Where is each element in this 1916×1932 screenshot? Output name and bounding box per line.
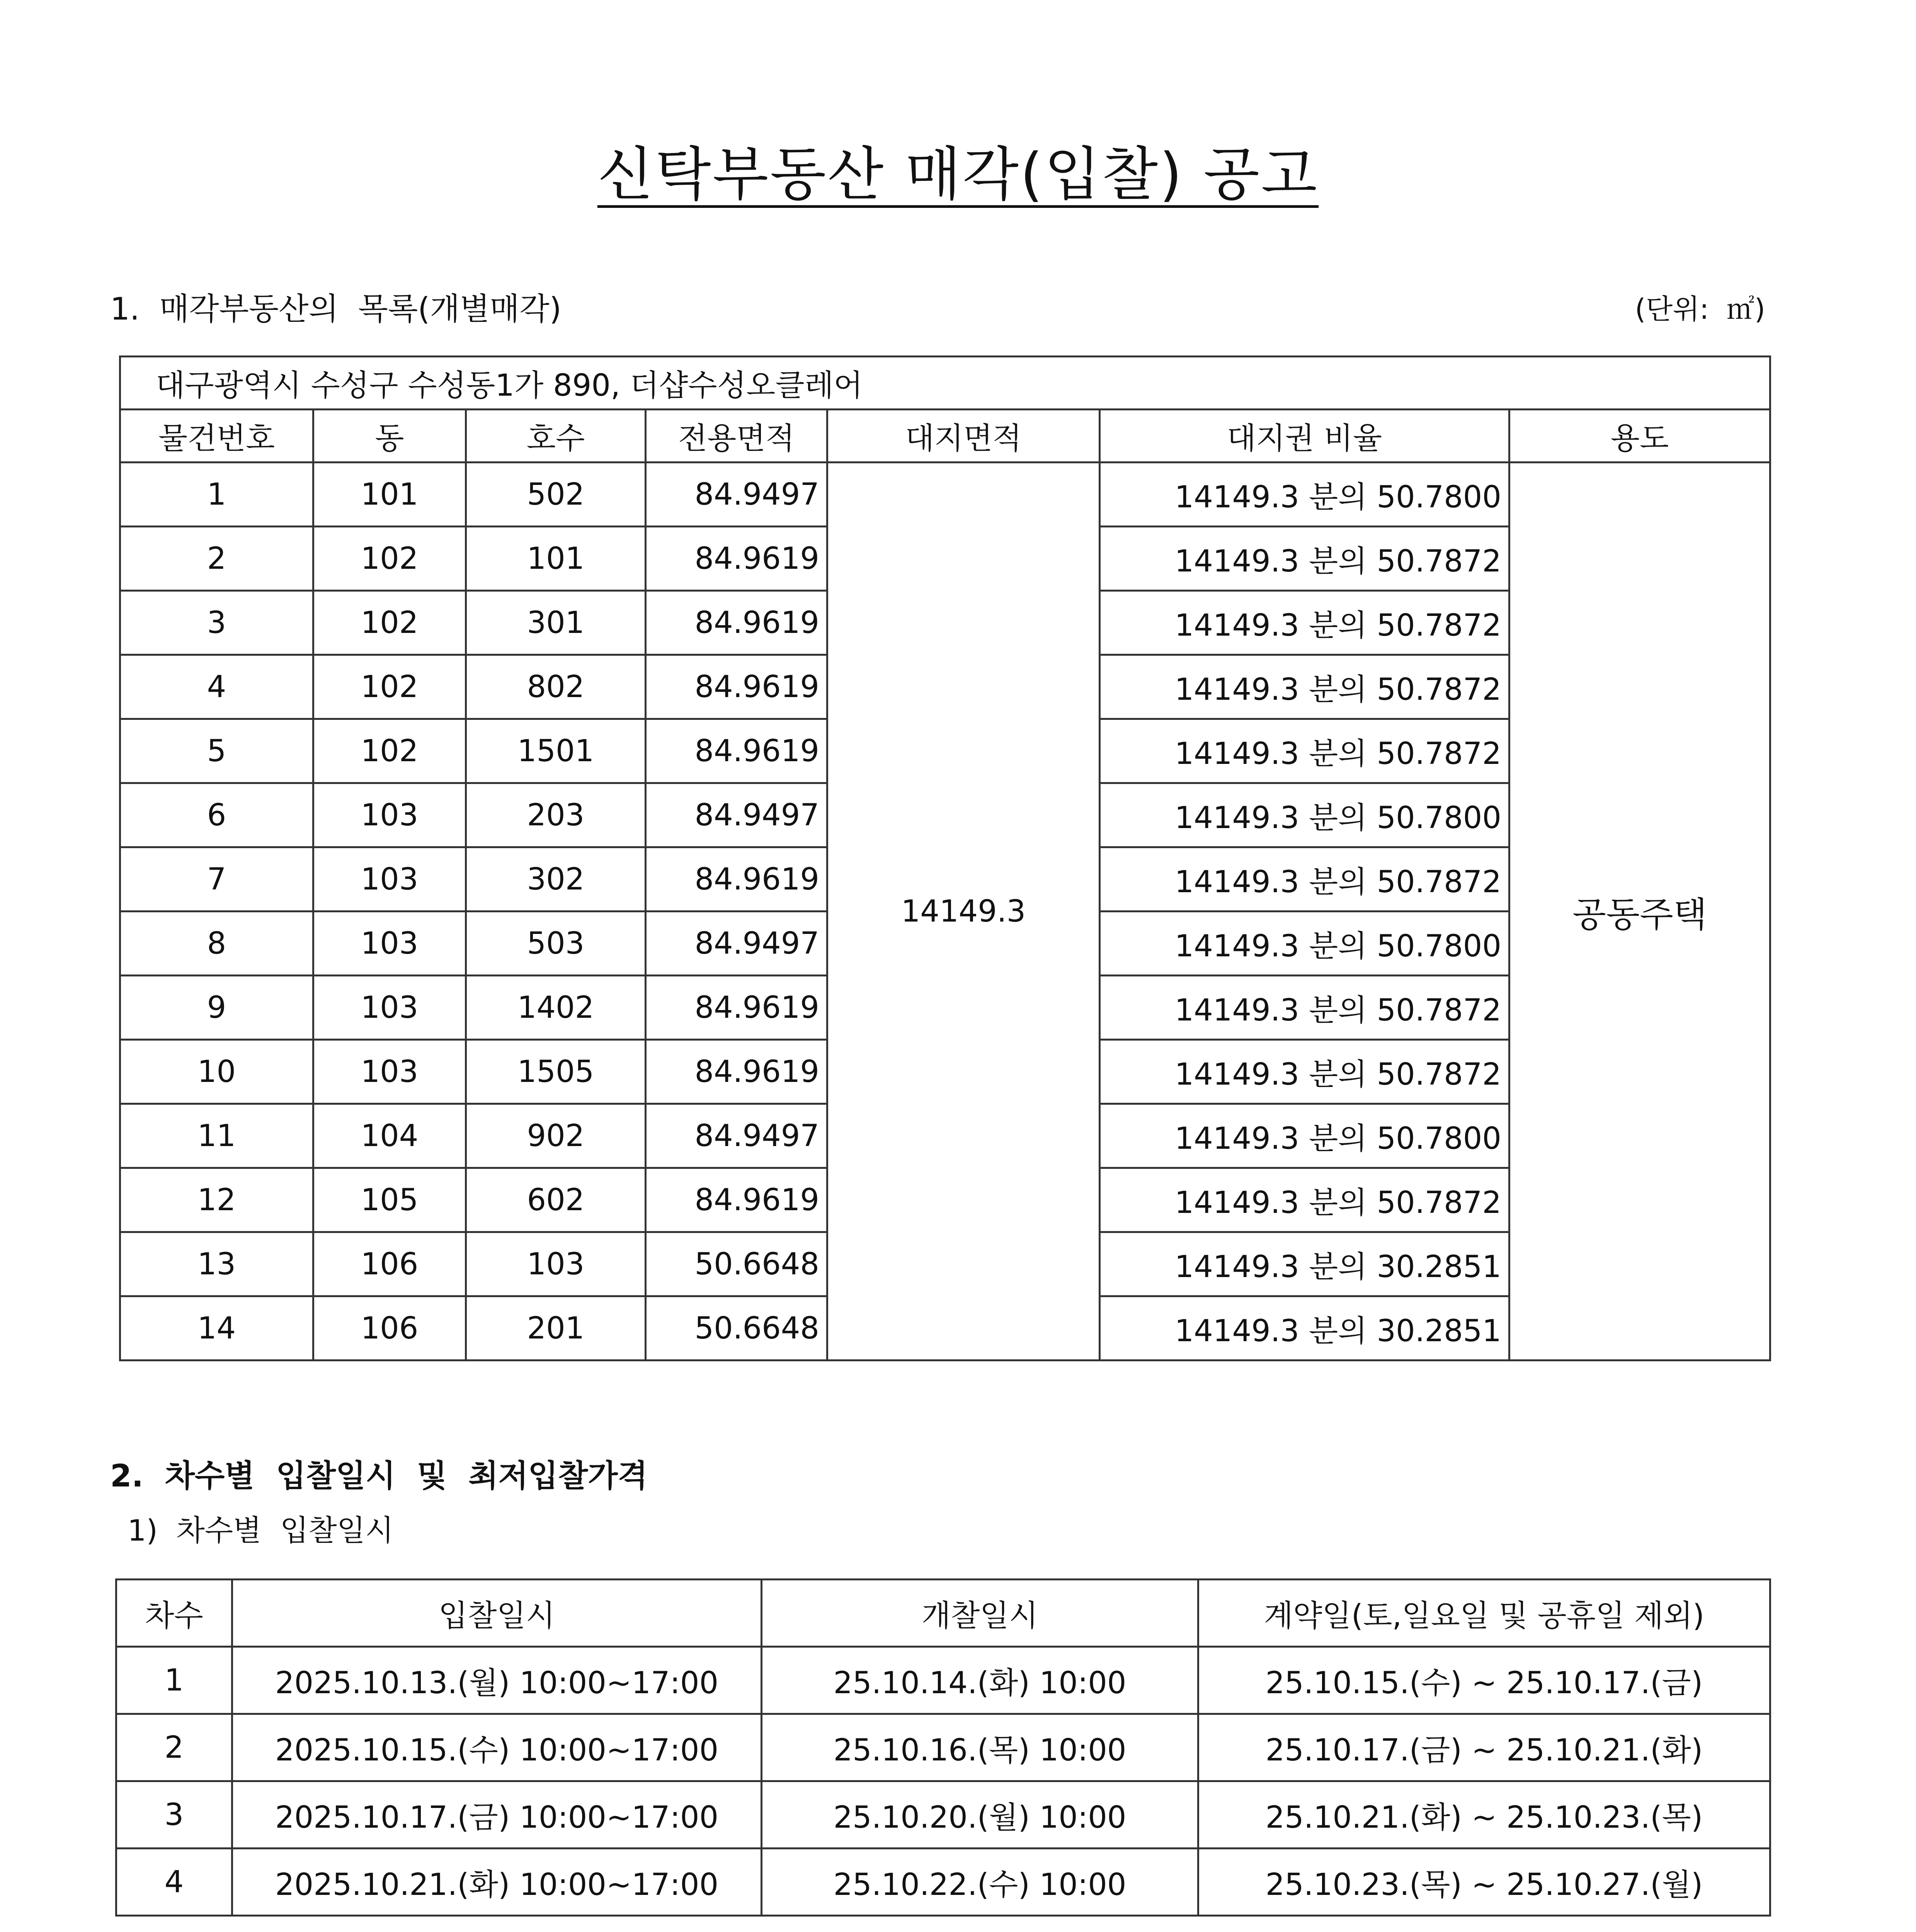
dong: 102 bbox=[313, 719, 466, 783]
exclusive-area: 84.9619 bbox=[646, 719, 827, 783]
schedule-row bbox=[116, 1849, 1770, 1916]
usage: 공동주택 bbox=[1509, 463, 1770, 1361]
dong: 102 bbox=[313, 655, 466, 719]
header-opening-datetime: 개찰일시 bbox=[762, 1580, 1198, 1647]
exclusive-area: 84.9619 bbox=[646, 527, 827, 591]
dong: 103 bbox=[313, 847, 466, 912]
dong: 103 bbox=[313, 912, 466, 976]
property-table-header bbox=[120, 410, 1770, 463]
bid-datetime: 2025.10.15.(수) 10:00~17:00 bbox=[232, 1714, 762, 1781]
dong: 105 bbox=[313, 1168, 466, 1232]
header-exclusive-area: 전용면적 bbox=[646, 410, 827, 463]
round-number: 3 bbox=[116, 1781, 232, 1849]
dong: 101 bbox=[313, 463, 466, 527]
opening-datetime: 25.10.16.(목) 10:00 bbox=[762, 1714, 1198, 1781]
land-right-ratio: 14149.3 분의 50.7872 bbox=[1100, 719, 1509, 783]
dong: 102 bbox=[313, 527, 466, 591]
dong: 103 bbox=[313, 783, 466, 847]
item-number: 5 bbox=[120, 719, 313, 783]
dong: 102 bbox=[313, 591, 466, 655]
round-number: 1 bbox=[116, 1647, 232, 1714]
exclusive-area: 84.9497 bbox=[646, 783, 827, 847]
schedule-table-header bbox=[116, 1580, 1770, 1647]
schedule-subheading: 1) 차수별 입찰일시 bbox=[128, 1513, 394, 1548]
dong: 103 bbox=[313, 976, 466, 1040]
ho: 302 bbox=[466, 847, 646, 912]
section1-heading: 1. 매각부동산의 목록(개별매각) bbox=[110, 291, 562, 327]
land-right-ratio: 14149.3 분의 50.7872 bbox=[1100, 847, 1509, 912]
land-right-ratio: 14149.3 분의 50.7872 bbox=[1100, 1040, 1509, 1104]
ho: 101 bbox=[466, 527, 646, 591]
dong: 106 bbox=[313, 1232, 466, 1296]
item-number: 13 bbox=[120, 1232, 313, 1296]
item-number: 4 bbox=[120, 655, 313, 719]
round-number: 2 bbox=[116, 1714, 232, 1781]
exclusive-area: 84.9619 bbox=[646, 976, 827, 1040]
header-bid-datetime: 입찰일시 bbox=[232, 1580, 762, 1647]
header-item-no: 물건번호 bbox=[120, 410, 313, 463]
ho: 503 bbox=[466, 912, 646, 976]
round-number: 4 bbox=[116, 1849, 232, 1916]
property-row bbox=[120, 463, 1770, 527]
schedule-row bbox=[116, 1781, 1770, 1849]
item-number: 2 bbox=[120, 527, 313, 591]
contract-date: 25.10.17.(금) ~ 25.10.21.(화) bbox=[1198, 1714, 1770, 1781]
land-right-ratio: 14149.3 분의 50.7800 bbox=[1100, 912, 1509, 976]
exclusive-area: 84.9619 bbox=[646, 1168, 827, 1232]
land-right-ratio: 14149.3 분의 30.2851 bbox=[1100, 1296, 1509, 1361]
ho: 301 bbox=[466, 591, 646, 655]
land-right-ratio: 14149.3 분의 50.7872 bbox=[1100, 976, 1509, 1040]
header-ho: 호수 bbox=[466, 410, 646, 463]
header-land-right-ratio: 대지권 비율 bbox=[1100, 410, 1509, 463]
header-contract-date: 계약일(토,일요일 및 공휴일 제외) bbox=[1198, 1580, 1770, 1647]
ho: 802 bbox=[466, 655, 646, 719]
ho: 201 bbox=[466, 1296, 646, 1361]
land-right-ratio: 14149.3 분의 30.2851 bbox=[1100, 1232, 1509, 1296]
land-right-ratio: 14149.3 분의 50.7800 bbox=[1100, 1104, 1509, 1168]
header-round: 차수 bbox=[116, 1580, 232, 1647]
item-number: 11 bbox=[120, 1104, 313, 1168]
contract-date: 25.10.15.(수) ~ 25.10.17.(금) bbox=[1198, 1647, 1770, 1714]
page-title: 신탁부동산 매각(입찰) 공고 bbox=[597, 141, 1319, 208]
exclusive-area: 84.9619 bbox=[646, 655, 827, 719]
exclusive-area: 84.9619 bbox=[646, 591, 827, 655]
land-right-ratio: 14149.3 분의 50.7872 bbox=[1100, 1168, 1509, 1232]
bid-datetime: 2025.10.13.(월) 10:00~17:00 bbox=[232, 1647, 762, 1714]
item-number: 10 bbox=[120, 1040, 313, 1104]
exclusive-area: 50.6648 bbox=[646, 1296, 827, 1361]
exclusive-area: 84.9497 bbox=[646, 912, 827, 976]
item-number: 9 bbox=[120, 976, 313, 1040]
dong: 103 bbox=[313, 1040, 466, 1104]
exclusive-area: 50.6648 bbox=[646, 1232, 827, 1296]
bid-schedule-table bbox=[115, 1578, 1771, 1917]
item-number: 8 bbox=[120, 912, 313, 976]
ho: 902 bbox=[466, 1104, 646, 1168]
property-address: 대구광역시 수성구 수성동1가 890, 더샵수성오클레어 bbox=[120, 357, 1770, 410]
schedule-row bbox=[116, 1714, 1770, 1781]
land-right-ratio: 14149.3 분의 50.7872 bbox=[1100, 527, 1509, 591]
schedule-row bbox=[116, 1647, 1770, 1714]
exclusive-area: 84.9497 bbox=[646, 1104, 827, 1168]
land-area: 14149.3 bbox=[827, 463, 1100, 1361]
contract-date: 25.10.23.(목) ~ 25.10.27.(월) bbox=[1198, 1849, 1770, 1916]
item-number: 3 bbox=[120, 591, 313, 655]
opening-datetime: 25.10.22.(수) 10:00 bbox=[762, 1849, 1198, 1916]
property-list-table bbox=[119, 355, 1771, 1361]
land-right-ratio: 14149.3 분의 50.7800 bbox=[1100, 463, 1509, 527]
ho: 1505 bbox=[466, 1040, 646, 1104]
ho: 602 bbox=[466, 1168, 646, 1232]
item-number: 14 bbox=[120, 1296, 313, 1361]
dong: 106 bbox=[313, 1296, 466, 1361]
item-number: 7 bbox=[120, 847, 313, 912]
land-right-ratio: 14149.3 분의 50.7872 bbox=[1100, 591, 1509, 655]
section2-heading: 2. 차수별 입찰일시 및 최저입찰가격 bbox=[110, 1458, 648, 1494]
land-right-ratio: 14149.3 분의 50.7872 bbox=[1100, 655, 1509, 719]
opening-datetime: 25.10.20.(월) 10:00 bbox=[762, 1781, 1198, 1849]
item-number: 6 bbox=[120, 783, 313, 847]
land-right-ratio: 14149.3 분의 50.7800 bbox=[1100, 783, 1509, 847]
header-land-area: 대지면적 bbox=[827, 410, 1100, 463]
ho: 203 bbox=[466, 783, 646, 847]
item-number: 1 bbox=[120, 463, 313, 527]
contract-date: 25.10.21.(화) ~ 25.10.23.(목) bbox=[1198, 1781, 1770, 1849]
header-dong: 동 bbox=[313, 410, 466, 463]
section1-unit: (단위: ㎡) bbox=[1635, 293, 1765, 325]
opening-datetime: 25.10.14.(화) 10:00 bbox=[762, 1647, 1198, 1714]
exclusive-area: 84.9497 bbox=[646, 463, 827, 527]
header-usage: 용도 bbox=[1509, 410, 1770, 463]
bid-datetime: 2025.10.21.(화) 10:00~17:00 bbox=[232, 1849, 762, 1916]
exclusive-area: 84.9619 bbox=[646, 1040, 827, 1104]
exclusive-area: 84.9619 bbox=[646, 847, 827, 912]
ho: 103 bbox=[466, 1232, 646, 1296]
ho: 502 bbox=[466, 463, 646, 527]
ho: 1501 bbox=[466, 719, 646, 783]
item-number: 12 bbox=[120, 1168, 313, 1232]
dong: 104 bbox=[313, 1104, 466, 1168]
ho: 1402 bbox=[466, 976, 646, 1040]
bid-datetime: 2025.10.17.(금) 10:00~17:00 bbox=[232, 1781, 762, 1849]
